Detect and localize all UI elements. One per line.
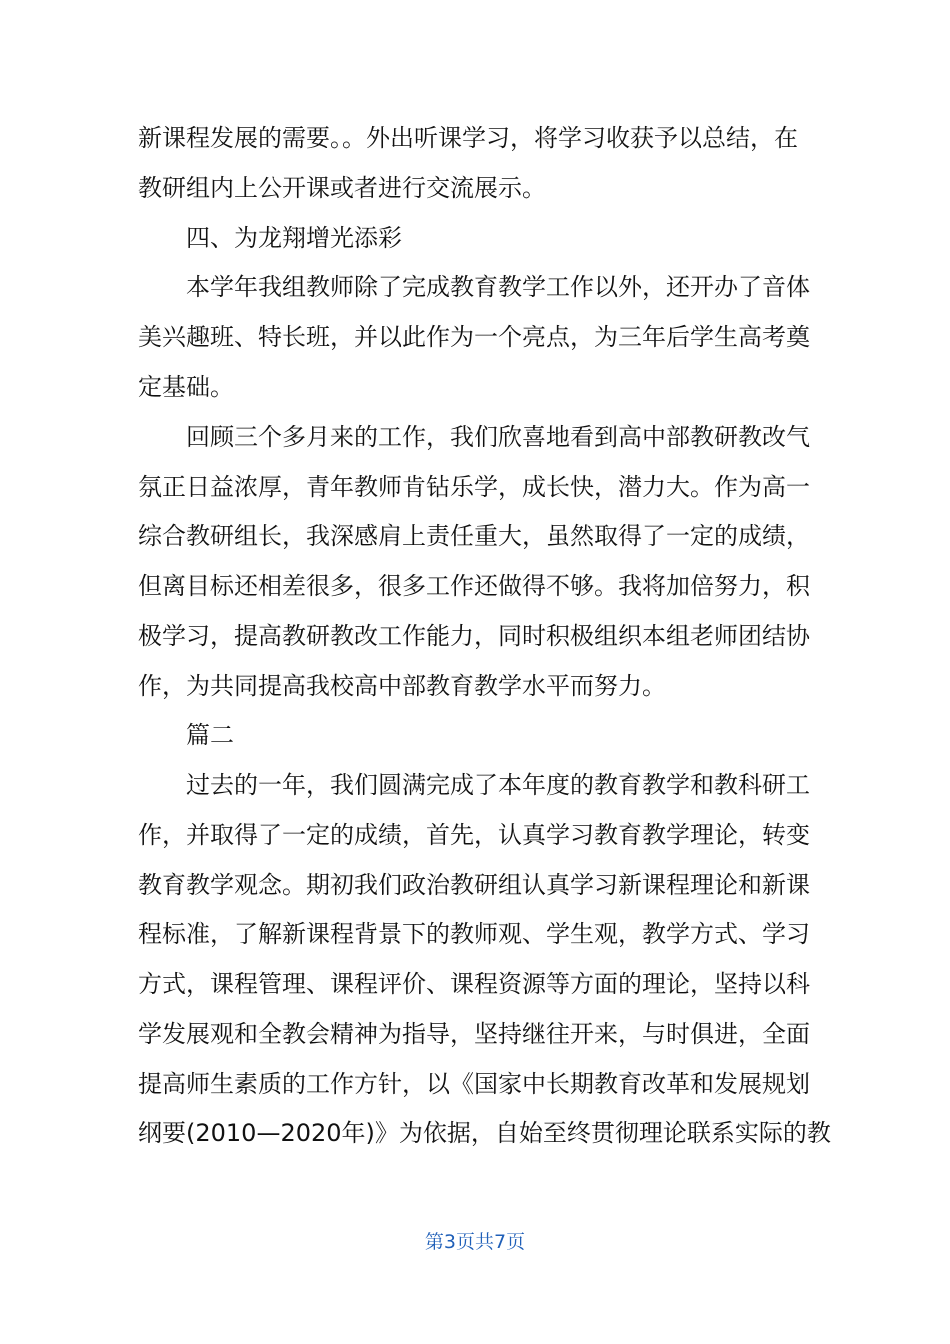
- text-line: 程标准，了解新课程背景下的教师观、学生观，教学方式、学习: [138, 920, 810, 948]
- text-line: 新课程发展的需要。。外出听课学习，将学习收获予以总结，在: [138, 124, 798, 152]
- text-line: 极学习，提高教研教改工作能力，同时积极组织本组老师团结协: [138, 622, 810, 650]
- text-line: 教育教学观念。期初我们政治教研组认真学习新课程理论和新课: [138, 871, 810, 899]
- text-line: 作，为共同提高我校高中部教育教学水平而努力。: [138, 672, 666, 700]
- text-line: 回顾三个多月来的工作，我们欣喜地看到高中部教研教改气: [186, 423, 810, 451]
- text-line: 氛正日益浓厚，青年教师肯钻乐学，成长快，潜力大。作为高一: [138, 473, 810, 501]
- text-line: 定基础。: [138, 373, 234, 401]
- section-heading: 篇二: [186, 721, 234, 749]
- text-line: 作，并取得了一定的成绩，首先，认真学习教育教学理论，转变: [138, 821, 810, 849]
- section-heading: 四、为龙翔增光添彩: [186, 224, 402, 252]
- text-line: 方式，课程管理、课程评价、课程资源等方面的理论，坚持以科: [138, 970, 810, 998]
- text-line: 美兴趣班、特长班，并以此作为一个亮点，为三年后学生高考奠: [138, 323, 810, 351]
- text-line: 过去的一年，我们圆满完成了本年度的教育教学和教科研工: [186, 771, 810, 799]
- text-line: 纲要(2010—2020年)》为依据，自始至终贯彻理论联系实际的教: [138, 1119, 831, 1147]
- text-line: 本学年我组教师除了完成教育教学工作以外，还开办了音体: [186, 273, 810, 301]
- text-line: 但离目标还相差很多，很多工作还做得不够。我将加倍努力，积: [138, 572, 810, 600]
- text-line: 教研组内上公开课或者进行交流展示。: [138, 174, 546, 202]
- text-line: 综合教研组长，我深感肩上责任重大，虽然取得了一定的成绩，: [138, 522, 810, 550]
- text-line: 学发展观和全教会精神为指导，坚持继往开来，与时俱进，全面: [138, 1020, 810, 1048]
- text-line: 提高师生素质的工作方针，以《国家中长期教育改革和发展规划: [138, 1070, 810, 1098]
- page-number: 第3页共7页: [424, 1231, 526, 1253]
